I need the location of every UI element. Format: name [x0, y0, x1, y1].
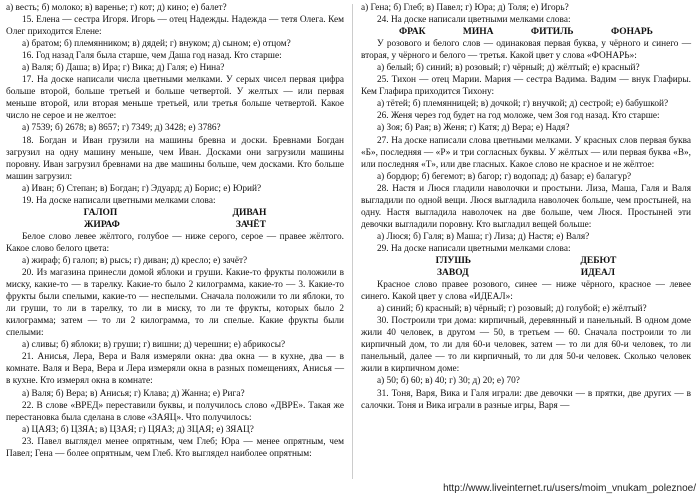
paragraph: 17. На доске написали числа цветными мелками. У серых чисел первая цифра больше второй, больше третьей и больше четвертой. У желтых — или первая меньше второй, или вторая меньше третьей, или третья больше четвертой. Какое число не серое и не желтое:	[6, 75, 344, 122]
word: ГЛУШЬ	[435, 255, 472, 266]
paragraph: Белое слово левее жёлтого, голубое — ниже серого, серое — правее жёлтого. Какое слово белого цвета:	[6, 231, 344, 254]
paragraph: а) Люся; б) Галя; в) Маша; г) Лиза; д) Настя; е) Валя?	[377, 231, 590, 242]
paragraph: а) Валя; б) Вера; в) Анисья; г) Клава; д) Жанна; е) Рига?	[22, 388, 245, 399]
paragraph: 23. Павел выглядел менее опрятным, чем Глеб; Юра — менее опрятным, чем Павел; Гена — более опрятным, чем Глеб. Кто выглядел наиболее опрятным:	[6, 436, 344, 459]
paragraph: 30. Построили три дома: кирпичный, деревянный и панельный. В одном доме жили 40 человек, в другом — 50, в третьем — 60. Сначала построили то ли кирпичный дом, то ли для 60-и человек, затем — то ли для 60-и человек, то ли панельный, далее — то ли кирпичный, то ли для 50-и человек. Сколько человек жили в кирпичном доме:	[361, 316, 691, 375]
paragraph: 24. На доске написали цветными мелками слова:	[377, 15, 571, 26]
word: ДЕБЮТ	[580, 255, 617, 266]
word: ДИВАН	[232, 207, 267, 218]
word: ЖИРАФ	[84, 219, 120, 230]
paragraph: 27. На доске написали слова цветными мелками. У красных слов первая буква «Б», последняя — «Р» и три согласных буквы. У жёлтых — или первая буква «В», или последняя «Т», или две гласных. Какое слово не красное и не жёлтое:	[361, 135, 691, 170]
paragraph: 26. Женя через год будет на год моложе, чем Зоя год назад. Кто старше:	[377, 111, 660, 122]
word: ФРАК	[399, 27, 426, 38]
word-row	[361, 267, 691, 279]
word-row	[6, 219, 344, 231]
paragraph: 18. Богдан и Иван грузили на машины бревна и доски. Бревнами Богдан загрузил на одну машину меньше, чем Иван. Досками они загрузили машины поровну. Иван загрузил бревнами на две машины больше, чем досками. Кто больше машин загрузил:	[6, 135, 344, 182]
paragraph: а) Гена; б) Глеб; в) Павел; г) Юра; д) Толя; е) Игорь?	[361, 3, 569, 13]
page-gutter	[352, 4, 353, 479]
paragraph: а) Зоя; б) Рая; в) Женя; г) Катя; д) Вера; е) Надя?	[377, 123, 570, 134]
word: МИНА	[462, 27, 494, 38]
paragraph: 28. Настя и Люся гладили наволочки и простыни. Лиза, Маша, Галя и Валя выгладили по одной вещи. Люся выгладила наволочек больше, чем простыней, на одну. Настя выгладила наволочек на две больше, чем Люся. Простыней эти девочки выгладили поровну. Кто выгладил вещей больше:	[361, 183, 691, 230]
source-watermark: http://www.liveinternet.ru/users/moim_vnukam_poleznoe/	[443, 483, 696, 494]
paragraph: а) тётей; б) племянницей; в) дочкой; г) внучкой; д) сестрой; е) бабушкой?	[377, 99, 669, 110]
left-page	[6, 2, 344, 460]
word-row	[6, 207, 344, 219]
word: ФИТИЛЬ	[530, 27, 574, 38]
word: ЗАЧЁТ	[235, 219, 266, 230]
right-page	[361, 2, 691, 412]
word: ФОНАРЬ	[610, 27, 653, 38]
paragraph: а) бордюр; б) бегемот; в) багор; г) водопад; д) базар; е) балагур?	[377, 171, 632, 182]
paragraph: Красное слово правее розового, синее — ниже чёрного, красное — левее синего. Какой цвет у слова «ИДЕАЛ»:	[361, 280, 691, 303]
paragraph: 16. Год назад Галя была старше, чем Даша год назад. Кто старше:	[22, 51, 282, 62]
paragraph: а) жираф; б) галоп; в) рысь; г) диван; д) кресло; е) зачёт?	[22, 255, 248, 266]
word: ИДЕАЛ	[580, 268, 615, 279]
paragraph: а) 7539; б) 2678; в) 8657; г) 7349; д) 3428; е) 3786?	[22, 123, 221, 134]
paragraph: а) 50; б) 60; в) 40; г) 30; д) 20; е) 70?	[377, 376, 520, 387]
paragraph: 29. На доске написали цветными мелками слова:	[377, 243, 571, 254]
word-row	[361, 255, 691, 267]
paragraph: 22. В слове «ВРЕД» переставили буквы, и получилось слово «ДВРЕ». Такая же перестановка была сделана в слове «ЗАЯЦ». Что получилось:	[6, 400, 344, 423]
paragraph: У розового и белого слов — одинаковая первая буква, у чёрного и синего — вторая, у чёрного и белого — третья. Какой цвет у слова «ФОНАРЬ»:	[361, 39, 691, 62]
paragraph: а) Валя; б) Даша; в) Ира; г) Вика; д) Галя; е) Нина?	[22, 63, 225, 74]
paragraph: а) весть; б) молоко; в) варенье; г) кот; д) кино; е) балет?	[6, 3, 227, 13]
paragraph: 21. Анисья, Лера, Вера и Валя измеряли окна: два окна — в кухне, два — в комнате. Валя и Вера, Вера и Лера измеряли окна в разных помещениях, Анисья — в кухне. Кто измерял окна в комнате:	[6, 352, 344, 387]
paragraph: а) Иван; б) Степан; в) Богдан; г) Эдуард; д) Борис; е) Юрий?	[22, 183, 262, 194]
word: ГАЛОП	[83, 207, 118, 218]
paragraph: 20. Из магазина принесли домой яблоки и груши. Какие-то фрукты положили в миску, какие-то — в тарелку. Какие-то было 2 килограмма, какие-то — 3. Какие-то фрукты были спелыми, какие-то — неспелыми. Сначала положили то ли яблоки, то ли груши, то ли в тарелку, то ли в миску, то ли те фрукты, которых было 2 килограмма; затем — то ли 2 килограмма, то ли спелые. Какие фрукты были спелыми:	[6, 268, 344, 339]
paragraph: а) синий; б) красный; в) чёрный; г) розовый; д) голубой; е) жёлтый?	[377, 304, 647, 315]
paragraph: 31. Тоня, Варя, Вика и Галя играли: две девочки — в прятки, две других — в салочки. Тоня и Вика играли в разные игры, Варя —	[361, 388, 691, 411]
paragraph: а) братом; б) племянником; в) дядей; г) внуком; д) сыном; е) отцом?	[22, 39, 291, 50]
word: ЗАВОД	[437, 268, 469, 279]
paragraph: 19. На доске написали цветными мелками слова:	[22, 195, 216, 206]
paragraph: а) белый; б) синий; в) розовый; г) чёрный; д) жёлтый; е) красный?	[377, 63, 640, 74]
paragraph: 25. Тихон — отец Марии. Мария — сестра Вадима. Вадим — внук Глафиры. Кем Глафира приходится Тихону:	[361, 75, 691, 98]
word-row	[361, 26, 691, 38]
paragraph: а) сливы; б) яблоки; в) груши; г) вишни; д) черешни; е) абрикосы?	[22, 340, 286, 351]
paragraph: 15. Елена — сестра Игоря. Игорь — отец Надежды. Надежда — тетя Олега. Кем Олег приходится Елене:	[6, 15, 344, 38]
paragraph: а) ЦАЯЗ; б) ЦЗЯА; в) ЦЗАЯ; г) ЦЯАЗ; д) ЗЦАЯ; е) ЗЯАЦ?	[22, 424, 254, 435]
